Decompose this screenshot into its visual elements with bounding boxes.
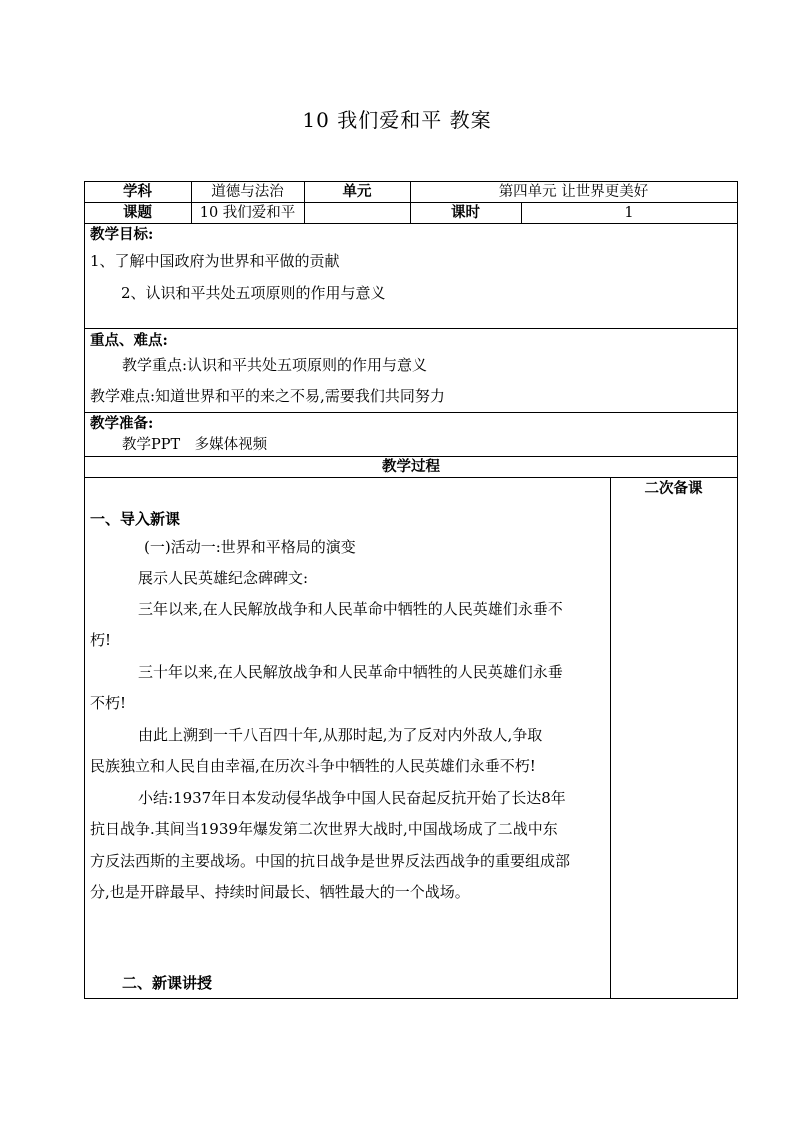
process-heading: 教学过程 — [382, 458, 440, 475]
preparation-content: 教学PPT 多媒体视频 — [122, 437, 268, 453]
unit-value: 第四单元 让世界更美好 — [498, 184, 649, 200]
body-text: 抗日战争.其间当1939年爆发第二次世界大战时,中国战场成了二战中东 — [90, 820, 558, 838]
table-border-right — [737, 181, 738, 999]
hours-label: 课时 — [451, 204, 480, 221]
topic-value: 10 我们爱和平 — [199, 205, 296, 221]
subject-value: 道德与法治 — [211, 184, 284, 200]
preparation-heading: 教学准备: — [90, 415, 154, 432]
hours-value: 1 — [624, 205, 634, 221]
table-rule — [84, 328, 738, 329]
topic-label: 课题 — [123, 204, 152, 221]
second-prep-heading: 二次备课 — [644, 480, 703, 497]
body-text: 分,也是开辟最早、持续时间最长、牺牲最大的一个战场。 — [90, 883, 470, 901]
difficulty-text: 教学难点:知道世界和平的来之不易,需要我们共同努力 — [90, 387, 445, 405]
objectives-heading: 教学目标: — [90, 226, 154, 243]
body-text: 朽! — [90, 631, 112, 649]
page-title: 10 我们爱和平 教案 — [302, 108, 492, 132]
body-text: 方反法西斯的主要战场。中国的抗日战争是世界反法西战争的重要组成部 — [90, 852, 571, 870]
body-text: 不朽! — [90, 694, 127, 712]
objective-item: 2、认识和平共处五项原则的作用与意义 — [121, 284, 386, 302]
activity-title: (一)活动一:世界和平格局的演变 — [144, 538, 356, 556]
subject-label: 学科 — [123, 183, 152, 200]
lesson-plan-table — [84, 181, 738, 999]
body-text: 展示人民英雄纪念碑碑文: — [138, 569, 309, 587]
table-rule — [84, 477, 738, 478]
body-text: 三年以来,在人民解放战争和人民革命中牺牲的人民英雄们永垂不 — [138, 600, 563, 618]
focus-text: 教学重点:认识和平共处五项原则的作用与意义 — [122, 356, 428, 374]
body-text: 三十年以来,在人民解放战争和人民革命中牺牲的人民英雄们永垂 — [138, 663, 563, 681]
unit-label: 单元 — [342, 183, 372, 200]
table-rule — [610, 477, 611, 998]
table-border-left — [84, 181, 85, 999]
body-text: 民族独立和人民自由幸福,在历次斗争中牺牲的人民英雄们永垂不朽! — [90, 757, 536, 775]
section-heading: 一、导入新课 — [90, 510, 181, 528]
table-rule — [84, 223, 738, 224]
key-points-heading: 重点、难点: — [90, 332, 168, 349]
section-heading: 二、新课讲授 — [122, 974, 213, 992]
body-text: 由此上溯到一千八百四十年,从那时起,为了反对内外敌人,争取 — [138, 726, 543, 744]
body-text: 小结:1937年日本发动侵华战争中国人民奋起反抗开始了长达8年 — [138, 789, 566, 807]
objective-item: 1、了解中国政府为世界和平做的贡献 — [90, 252, 340, 270]
